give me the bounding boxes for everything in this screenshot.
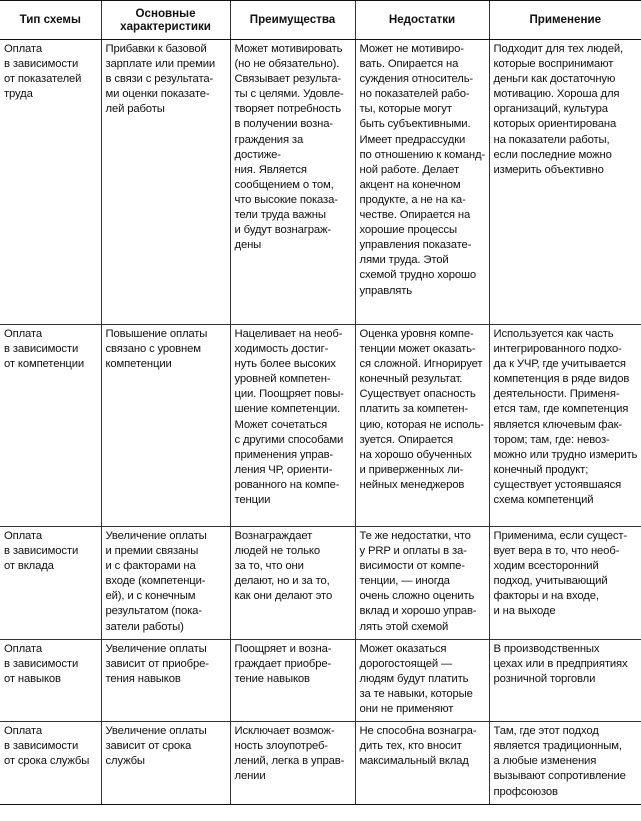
cell-scheme-type: Оплата в зависимости от навыков xyxy=(0,639,101,721)
cell-application: Применима, если сущест- вует вера в то, что необ- ходим всесторонний подход, учитывающий факторы и на входе, и на выходе xyxy=(489,527,641,640)
cell-application: Используется как часть интегрированного подхо- да к УЧР, где учитывается компетенция в ряде видов деятельности. Применя- ется там, где компетенция является ключевым фак- тором; там, где: невоз- можно или трудно измерить конечный продукт; существует устоявшаяся схема компетенций xyxy=(489,325,641,527)
cell-advantages: Вознаграждает людей не только за то, что они делают, но и за то, как они делают это xyxy=(230,527,355,640)
header-row xyxy=(0,1,641,40)
cell-disadvantages: Не способна вознагра- дить тех, кто вносит максимальный вклад xyxy=(355,722,489,804)
cell-characteristics: Увеличение оплаты зависит от приобре- тения навыков xyxy=(101,639,230,721)
cell-advantages: Нацеливает на необ- ходимость достиг- нуть более высоких уровней компетен- ции. Поощряет повы- шение компетенции. Может сочетаться с другими способами применения управ- ления ЧР, ориенти- рованного на компе- тенции xyxy=(230,325,355,527)
table-row xyxy=(0,325,641,527)
header-scheme-type: Тип схемы xyxy=(0,1,101,40)
cell-characteristics: Увеличение оплаты и премии связаны и с факторами на входе (компетенци- ей), и с конечным результатом (пока- затели работы) xyxy=(101,527,230,640)
cell-characteristics: Повышение оплаты связано с уровнем компетенции xyxy=(101,325,230,527)
cell-disadvantages: Может оказаться дорогостоящей — людям будут платить за те навыки, которые они не применяют xyxy=(355,639,489,721)
cell-application: В производственных цехах или в предприятиях розничной торговли xyxy=(489,639,641,721)
table-row xyxy=(0,40,641,325)
cell-advantages: Поощряет и возна- граждает приобре- тение навыков xyxy=(230,639,355,721)
cell-characteristics: Прибавки к базовой зарплате или премии в связи с результата- ми оценки показате- лей работы xyxy=(101,40,230,325)
cell-advantages: Исключает возмож- ность злоупотреб- лений, легка в управ- лении xyxy=(230,722,355,804)
header-disadvantages: Недостатки xyxy=(355,1,489,40)
cell-characteristics: Увеличение оплаты зависит от срока службы xyxy=(101,722,230,804)
table-row xyxy=(0,527,641,640)
header-application: Применение xyxy=(489,1,641,40)
header-advantages: Преимущества xyxy=(230,1,355,40)
cell-application: Подходит для тех людей, которые воспринимают деньги как достаточную мотивацию. Хороша для организаций, культура которых ориентирована на показатели работы, если последние можно измерить объективно xyxy=(489,40,641,325)
table-row xyxy=(0,639,641,721)
table-body xyxy=(0,40,641,805)
cell-scheme-type: Оплата в зависимости от компетенции xyxy=(0,325,101,527)
cell-advantages: Может мотивировать (но не обязательно). Связывает результа- ты с целями. Удовле- творяет потребность в получении возна- граждения за достиже- ния. Является сообщением о том, что высокие показа- тели труда важны и будут вознаграж- дены xyxy=(230,40,355,325)
cell-disadvantages: Может не мотивиро- вать. Опирается на суждения относитель- но показателей рабо- ты, которые могут быть субъективными. Имеет предрассудки по отношению к команд- ной работе. Делает акцент на конечном продукте, а не на ка- честве. Опирается на хорошие процессы управления показате- лями труда. Этой схемой трудно хорошо управлять xyxy=(355,40,489,325)
table-row xyxy=(0,722,641,804)
header-main-characteristics: Основные характеристики xyxy=(101,1,230,40)
table-header xyxy=(0,1,641,40)
cell-application: Там, где этот подход является традиционным, а любые изменения вызывают сопротивление профсоюзов xyxy=(489,722,641,804)
cell-scheme-type: Оплата в зависимости от срока службы xyxy=(0,722,101,804)
cell-disadvantages: Оценка уровня компе- тенции может оказать- ся сложной. Игнорирует конечный результат. Существует опасность платить за компетен- цию, которая не исполь- зуется. Опирается на хорошо обученных и приверженных ли- нейных менеджеров xyxy=(355,325,489,527)
cell-scheme-type: Оплата в зависимости от показателей труда xyxy=(0,40,101,325)
cell-disadvantages: Те же недостатки, что у PRP и оплаты в за- висимости от компе- тенции, — иногда очень сложно оценить вклад и хорошо управ- лять этой схемой xyxy=(355,527,489,640)
cell-scheme-type: Оплата в зависимости от вклада xyxy=(0,527,101,640)
